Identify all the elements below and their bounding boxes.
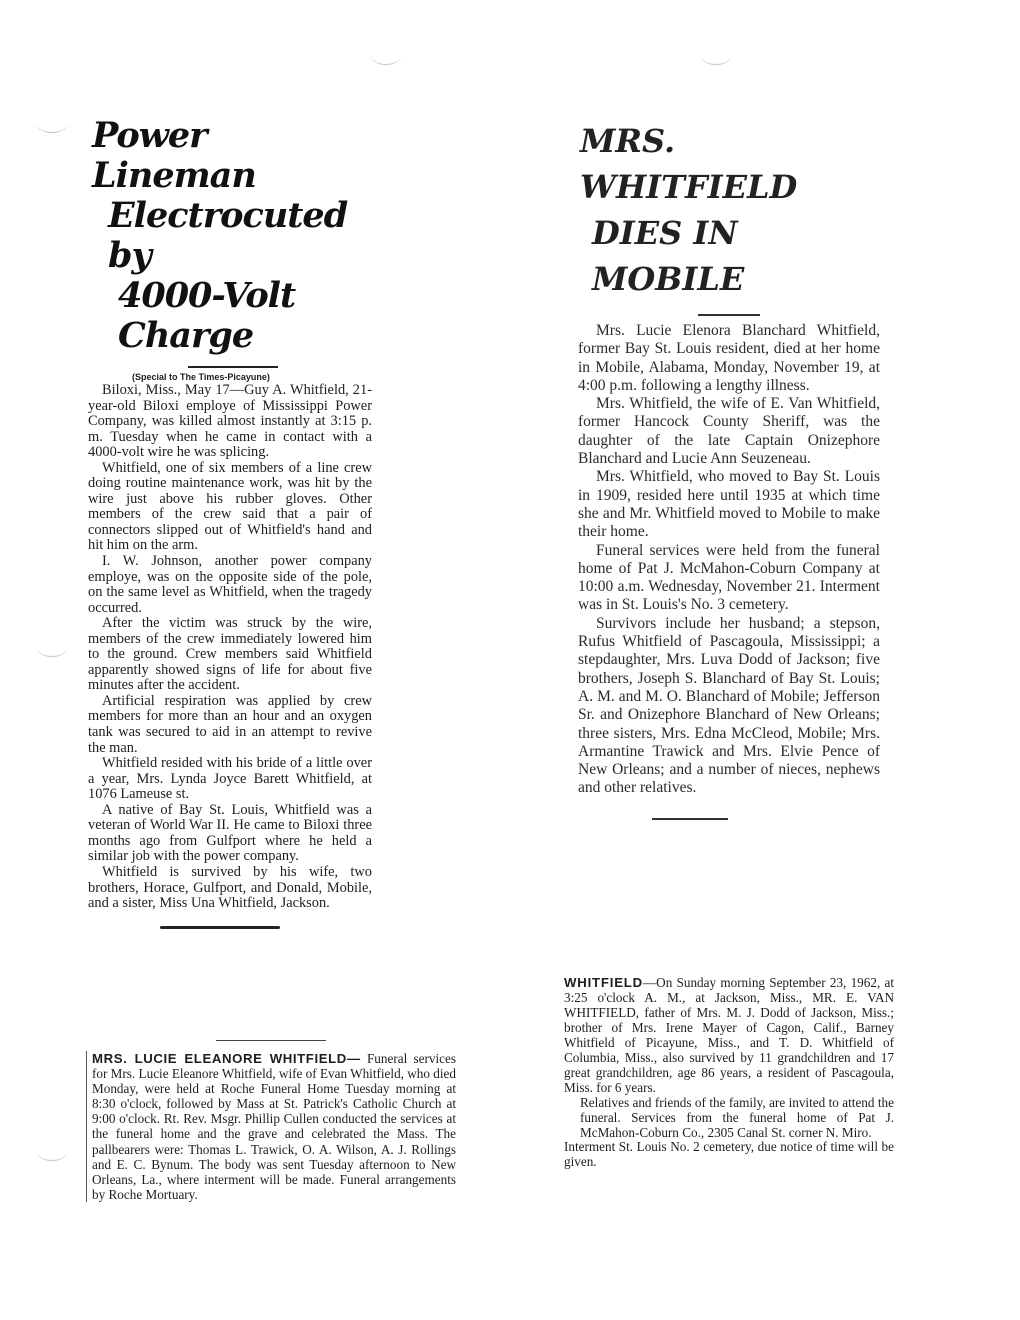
paragraph: I. W. Johnson, another power company employe, was on the opposite side of the pole, on the same level as Whitfield, when the tragedy occurred.: [88, 553, 372, 616]
paragraph: After the victim was struck by the wire, members of the crew immediately lowered him to the ground. Crew members said Whitfield apparently showed signs of life for about five minutes after the accident.: [88, 615, 372, 694]
scan-mark: [36, 112, 68, 133]
notice-main: [564, 976, 894, 1096]
notice-body: [86, 1051, 456, 1202]
headline-line: 4000-Volt Charge: [118, 275, 296, 356]
paragraph: Whitfield is survived by his wife, two brothers, Horace, Gulfport, and Donald, Mobile, and a sister, Miss Una Whitfield, Jackson.: [88, 863, 372, 912]
notice-text: Funeral services for Mrs. Lucie Eleanore Whitfield, wife of Evan Whitfield, who died Monday, were held at Roche Funeral Home Tuesday morning at 8:30 o'clock, followed by Mass at St. Patrick's Catholic Church at 9:00 o'clock. Rt. Rev. Msgr. Phillip Cullen conducted the services at the funeral home and the grave and celebrated the Mass. The pallbearers were: Thomas L. Trawick, O. A. Wilson, A. J. Rollings and E. C. Bynum. The body was sent Tuesday afternoon to New Orleans, La., where interment will be made. Funeral arrangements by Roche Mortuary.: [92, 1051, 456, 1202]
scan-mark: [36, 1140, 68, 1161]
scan-mark: [36, 636, 68, 657]
paragraph: Mrs. Whitfield, who moved to Bay St. Louis in 1909, resided here until 1935 at which time she and Mr. Whitfield moved to Mobile to make their home.: [578, 468, 880, 541]
dateline: (Special to The Times-Picayune): [132, 372, 270, 382]
paragraph: Whitfield, one of six members of a line crew doing routine maintenance work, was hit by the wire just above his rubber gloves. Other members of the crew said that a pair of connectors slipped out of Whitfield's hand and hit him on the arm.: [88, 459, 372, 554]
paragraph: Mrs. Whitfield, the wife of E. Van Whitfield, former Hancock County Sheriff, was the daughter of the late Captain Onizephore Blanchard and Lucie Ann Seuzeneau.: [578, 395, 880, 468]
headline-line: MRS. WHITFIELD: [580, 122, 798, 206]
paragraph: Mrs. Lucie Elenora Blanchard Whitfield, former Bay St. Louis resident, died at her home in Mobile, Alabama, Monday, November 19, at 4:00 p.m. following a lengthy illness.: [578, 322, 880, 394]
headline-line: Power Lineman: [92, 116, 256, 196]
scan-mark: [370, 44, 402, 65]
article-headline: [88, 116, 378, 356]
article-body: [88, 383, 378, 912]
scan-mark: [700, 44, 732, 65]
paragraph: A native of Bay St. Louis, Whitfield was a veteran of World War II. He came to Biloxi three months ago from Gulfport where he held a similar job with the power company.: [88, 801, 372, 865]
divider: [188, 366, 278, 368]
headline-line: Electrocuted by: [108, 195, 348, 276]
paragraph: Artificial respiration was applied by crew members for more than an hour and an oxygen tank was secured to aid in an attempt to revive the man.: [88, 692, 372, 756]
paragraph: Whitfield resided with his bride of a little over a year, Mrs. Lynda Joyce Barett Whitfield, at 1076 Lameuse st.: [88, 755, 372, 803]
notice-body: [564, 976, 894, 1170]
notice-name: MRS. LUCIE ELEANORE WHITFIELD—: [92, 1051, 361, 1066]
notice-text: —On Sunday morning September 23, 1962, at 3:25 o'clock A. M., at Jackson, Miss., MR. E. VAN WHITFIELD, father of Mrs. M. J. Dodd of Jackson, Miss.; brother of Mrs. Irene Mayer of Cagon, Calif., Barney Whitfield of Picayune, Miss., and T. D. Whitfield of Columbia, Miss., also survived by 11 grandchildren and 17 great grandchildren, age 86 years, a resident of Pascagoula, Miss. for 6 years.: [564, 976, 894, 1095]
notice-relatives: Relatives and friends of the family, are invited to attend the funeral. Services from the funeral home of Pat J. McMahon-Coburn Co., 2305 Canal St. corner N. Miro.: [580, 1094, 894, 1140]
roche-funeral-notice: [86, 1040, 456, 1270]
headline-line: DIES IN MOBILE: [592, 214, 745, 298]
mobile-article: [578, 118, 880, 938]
end-divider: [160, 926, 280, 929]
divider: [216, 1040, 326, 1041]
paragraph: Survivors include her husband; a stepson, Rufus Whitfield of Pascagoula, Mississippi; a stepdaughter, Mrs. Luva Dodd of Jackson; five brothers, Joseph S. Blanchard of Bay St. Louis; A. M. and M. O. Blanchard of Mobile; Jefferson Sr. and Onizephore Blanchard of New Orleans; three sisters, Mrs. Edna McCleod, Mobile; Mrs. Armantine Trawick and Mrs. Elvie Pence of New Orleans; and a number of nieces, nephews and other relatives.: [578, 614, 880, 797]
divider: [698, 314, 760, 316]
paragraph: Funeral services were held from the funeral home of Pat J. McMahon-Coburn Company at 10:00 a.m. Wednesday, November 21. Interment was in St. Louis's No. 3 cemetery.: [578, 541, 880, 614]
notice-interment: Interment St. Louis No. 2 cemetery, due notice of time will be given.: [564, 1139, 894, 1170]
article-body: [578, 322, 880, 798]
notice-name: WHITFIELD: [564, 976, 643, 990]
whitfield-death-notice: [564, 976, 894, 1246]
lineman-article: [88, 116, 378, 1006]
paragraph: Biloxi, Miss., May 17—Guy A. Whitfield, 21-year-old Biloxi employe of Mississippi Power Company, was killed almost instantly at 3:15 p. m. Tuesday when he came in contact with a 4000-volt wire he was splicing.: [88, 382, 372, 461]
end-divider: [652, 818, 728, 820]
article-headline: [578, 118, 880, 302]
